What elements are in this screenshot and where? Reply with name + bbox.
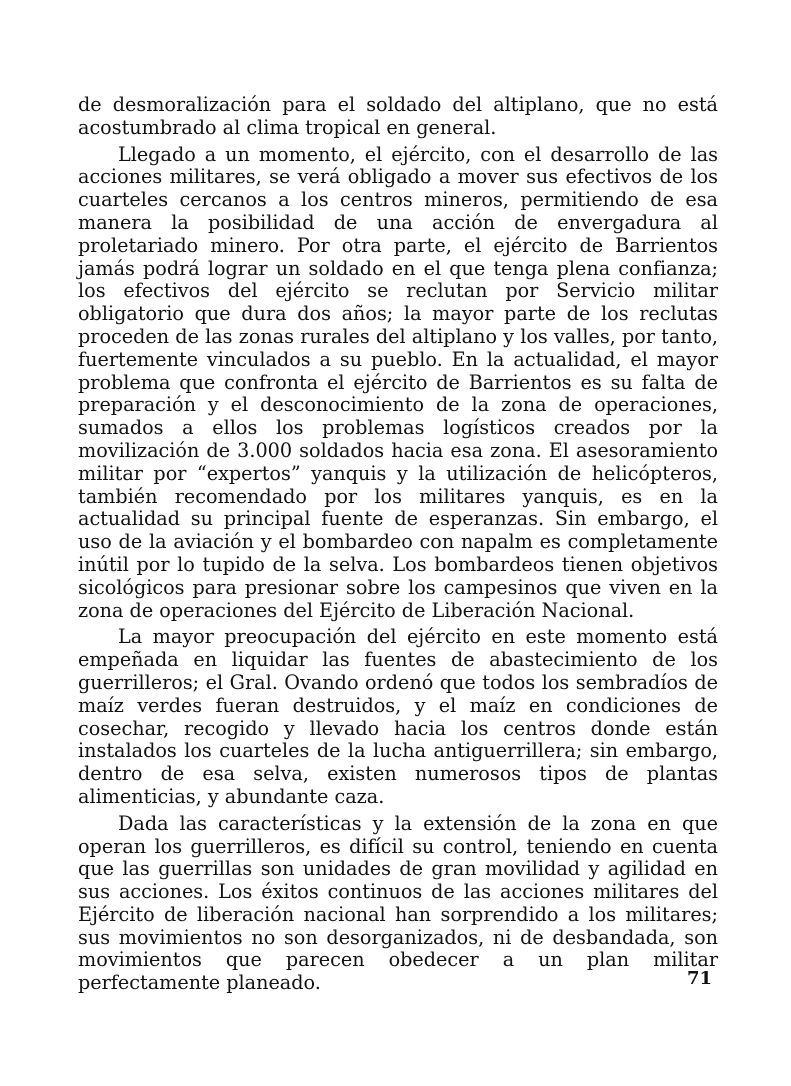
page-body xyxy=(78,94,718,995)
paragraph: Dada las características y la extensión de la zona en que operan los guerrilleros, es difícil su control, teniendo en cuenta que las guerrillas son unidades de gran movilidad y agilidad en sus acciones. Los éxitos continuos de las acciones militares del Ejército de liberación nacional han sorprendido a los militares; sus movimientos no son desorganizados, ni de desbandada, son movimientos que parecen obedecer a un plan militar perfectamente planeado. xyxy=(78,811,718,995)
paragraph: La mayor preocupación del ejército en este momento está empeñada en liquidar las fuentes de abastecimiento de los guerrilleros; el Gral. Ovando ordenó que todos los sembradíos de maíz verdes fueran destruidos, y el maíz en condiciones de cosechar, recogido y llevado hacia los centros donde están instalados los cuarteles de la lucha antiguerrillera; sin embargo, dentro de esa selva, existen numerosos tipos de plantas alimenticias, y abundante caza. xyxy=(78,625,718,808)
page-number: 71 xyxy=(686,968,712,989)
paragraph-continuation: de desmoralización para el soldado del altiplano, que no está acostumbrado al clima tropical en general. xyxy=(78,93,718,139)
paragraph: Llegado a un momento, el ejército, con el desarrollo de las acciones militares, se verá obligado a mover sus efectivos de los cuarteles cercanos a los centros mineros, permitiendo de esa manera la posibilidad de una acción de envergadura al proletariado minero. Por otra parte, el ejército de Barrientos jamás podrá lograr un soldado en el que tenga plena confianza; los efectivos del ejército se reclutan por Servicio militar obligatorio que dura dos años; la mayor parte de los reclutas proceden de las zonas rurales del altiplano y los valles, por tanto, fuertemente vinculados a su pueblo. En la actualidad, el mayor problema que confronta el ejército de Barrientos es su falta de preparación y el desconocimiento de la zona de operaciones, sumados a ellos los problemas logísticos creados por la movilización de 3.000 soldados hacia esa zona. El asesoramiento militar por “expertos” yanquis y la utilización de helicópteros, también recomendado por los militares yanquis, es en la actualidad su principal fuente de esperanzas. Sin embargo, el uso de la aviación y el bombardeo con napalm es completamente inútil por lo tupido de la selva. Los bombardeos tienen objetivos sicológicos para presionar sobre los campesinos que viven en la zona de operaciones del Ejército de Liberación Nacional. xyxy=(78,142,718,622)
